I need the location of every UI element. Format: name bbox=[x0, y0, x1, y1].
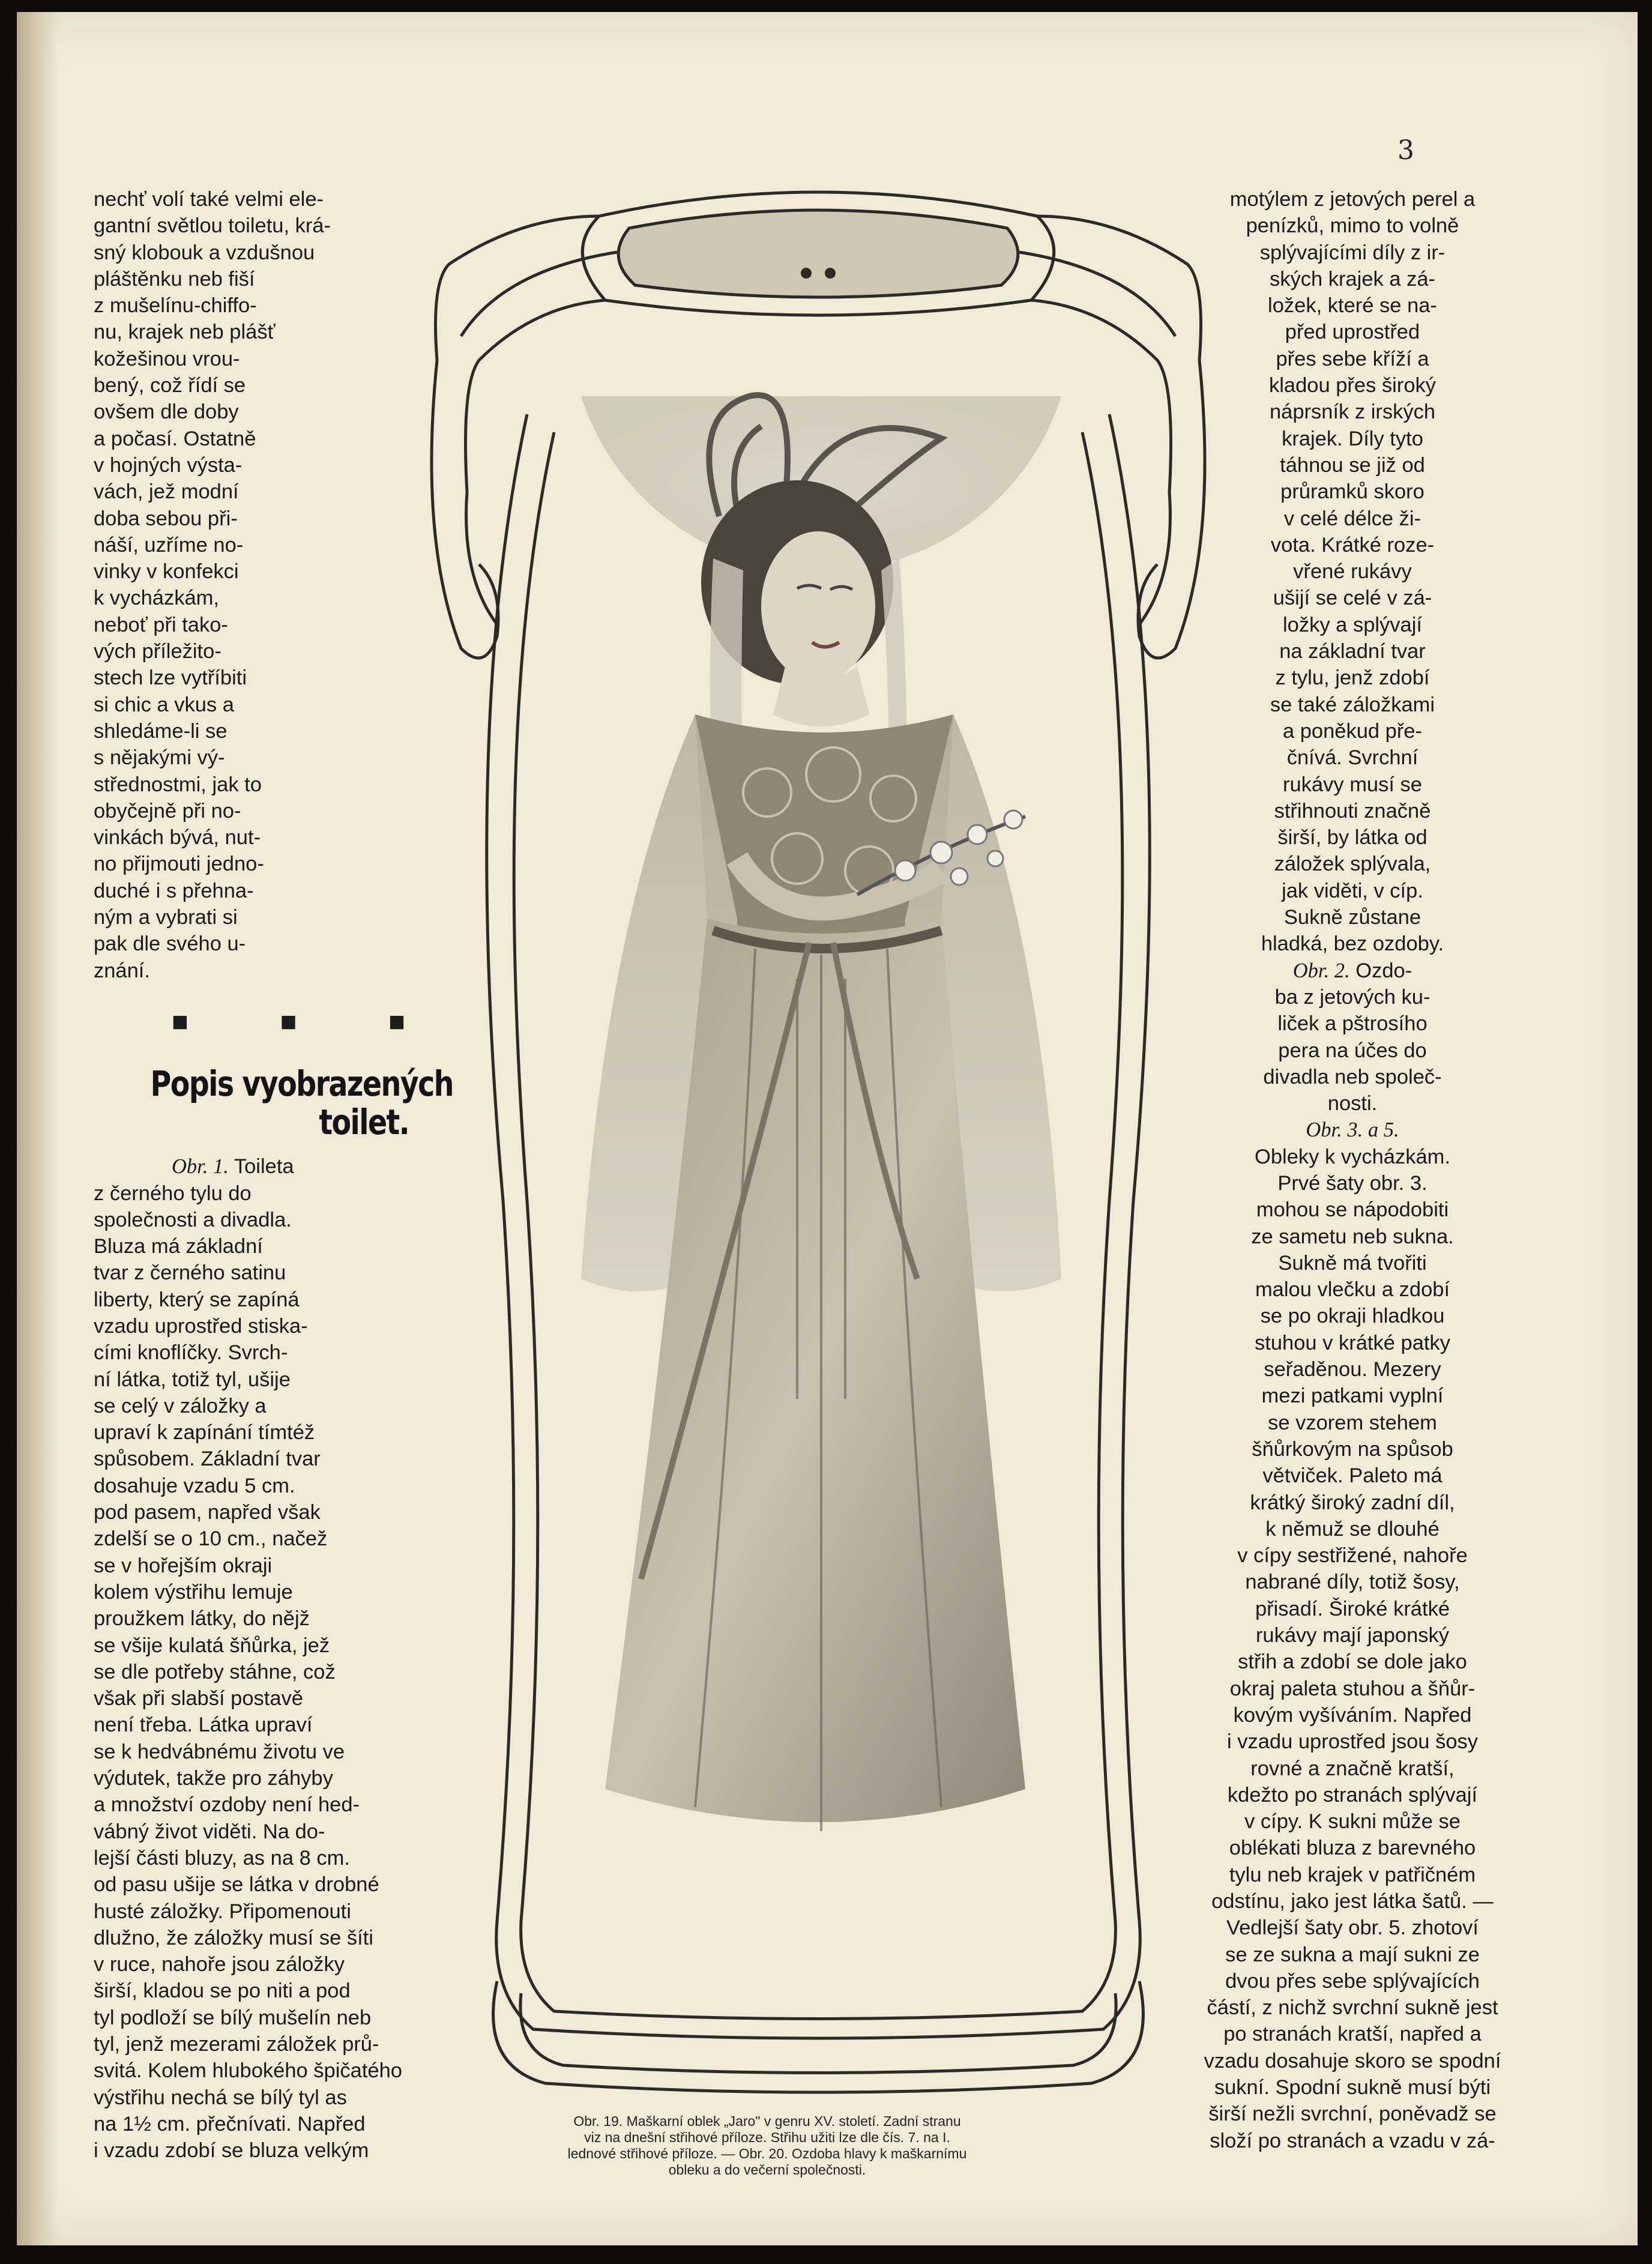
text-line: ušijí se celé v zá- bbox=[1273, 587, 1432, 610]
obr2-first-line bbox=[1193, 958, 1512, 984]
text-line: kolem výstřihu lemuje bbox=[94, 1580, 293, 1604]
intro-paragraph bbox=[94, 186, 460, 984]
text-line: tyl podloží se bílý mušelín neb bbox=[94, 2006, 372, 2029]
text-line: z mušelínu-chiffo- bbox=[94, 294, 257, 318]
text-line: s nějakými vý- bbox=[94, 746, 225, 770]
text-line: doba sebou při- bbox=[94, 507, 238, 530]
text-line: pod pasem, napřed však bbox=[94, 1501, 321, 1524]
text-line: ze sametu neb sukna. bbox=[1251, 1225, 1454, 1248]
text-line: výstřihu nechá se bílý tyl as bbox=[94, 2086, 347, 2109]
text-line: se vzorem stehem bbox=[1268, 1411, 1437, 1434]
text-line: upraví k zapínání tímtéž bbox=[94, 1421, 315, 1444]
text-line: složí po stranách a vzadu v zá- bbox=[1210, 2129, 1495, 2152]
obr1-paragraph bbox=[94, 1153, 460, 2164]
text-line: se ze sukna a mají sukni ze bbox=[1225, 1943, 1480, 1966]
text-line: vých příležito- bbox=[94, 640, 222, 663]
text-line: širší, kladou se po niti a pod bbox=[94, 1979, 351, 2003]
text-line: ní látka, totiž tyl, ušije bbox=[94, 1368, 291, 1391]
text-line: z tylu, jenž zdobí bbox=[1275, 666, 1430, 690]
text-line: ložky a splývají bbox=[1283, 613, 1422, 636]
text-line: husté záložky. Připomenouti bbox=[94, 1900, 351, 1923]
text-line: v ruce, nahoře jsou záložky bbox=[94, 1953, 345, 1976]
text-line: i vzadu uprostřed jsou šosy bbox=[1226, 1730, 1479, 1754]
text-line: tyl, jenž mezerami záložek prů- bbox=[94, 2033, 379, 2056]
text-line: před uprostřed bbox=[1285, 321, 1420, 344]
text-line: Sukně zůstane bbox=[1283, 906, 1421, 929]
text-line: se v hořejším okraji bbox=[94, 1554, 273, 1577]
text-line: ba z jetových ku- bbox=[1274, 985, 1430, 1009]
text-line: no přijmouti jedno- bbox=[94, 853, 264, 876]
right-column bbox=[1193, 186, 1512, 2154]
text-line: se také záložkami bbox=[1270, 693, 1435, 716]
text-line: v cípy sestřižené, nahoře bbox=[1237, 1544, 1468, 1568]
text-line: splývajícími díly z ir- bbox=[1259, 241, 1446, 264]
text-line: přisadí. Široké krátké bbox=[1255, 1597, 1450, 1620]
text-line: od pasu ušije se látka v drobné bbox=[94, 1873, 379, 1897]
text-line: zdelší se o 10 cm., načež bbox=[94, 1527, 328, 1551]
text-line: pláštěnku neb fiší bbox=[94, 267, 255, 291]
text-line: k vycházkám, bbox=[94, 587, 219, 610]
text-line: i vzadu zdobí se bluza velkým bbox=[94, 2139, 369, 2163]
obr2-first-text: Ozdo- bbox=[1355, 959, 1412, 982]
text-line: větviček. Paleto má bbox=[1262, 1464, 1442, 1488]
text-line: svitá. Kolem hlubokého špičatého bbox=[94, 2059, 402, 2083]
text-line: kdežto po stranách splývají bbox=[1227, 1783, 1478, 1807]
section-separator: ■ ■ ■ bbox=[172, 1005, 447, 1037]
text-line: mohou se nápodobiti bbox=[1256, 1198, 1449, 1222]
heading-line-2: toilet. bbox=[319, 1102, 409, 1143]
text-line: Bluza má základní bbox=[94, 1235, 263, 1258]
text-line: Obleky k vycházkám. bbox=[1255, 1145, 1450, 1168]
text-line: nabrané díly, totiž šosy, bbox=[1245, 1571, 1460, 1594]
text-line: kovým vyšíváním. Napřed bbox=[1233, 1703, 1472, 1727]
text-line: kladou přes široký bbox=[1268, 374, 1436, 397]
text-line: k němuž se dlouhé bbox=[1265, 1517, 1439, 1541]
text-line: na 1½ cm. přečnívati. Napřed bbox=[94, 2112, 366, 2136]
text-line: sný klobouk a vzdušnou bbox=[94, 241, 315, 264]
text-line: čnívá. Svrchní bbox=[1286, 746, 1418, 770]
text-line: a poněkud pře- bbox=[1282, 719, 1423, 743]
text-line: a množství ozdoby není hed- bbox=[94, 1793, 360, 1817]
text-line: a počasí. Ostatně bbox=[94, 427, 256, 450]
text-line: vábný život viděti. Na do- bbox=[94, 1820, 325, 1843]
text-line: vota. Krátké roze- bbox=[1270, 533, 1435, 557]
text-line: v hojných výsta- bbox=[94, 453, 243, 477]
text-line: dosahuje vzadu 5 cm. bbox=[94, 1474, 295, 1497]
caption-line-2: viz na dnešní střihové příloze. Střihu užiti lze dle čís. 7. na I. bbox=[584, 2130, 950, 2145]
text-line: Vedlejší šaty obr. 5. zhotoví bbox=[1226, 1916, 1479, 1940]
text-line: tvar z černého satinu bbox=[94, 1261, 286, 1285]
text-line: rovné a značně kratší, bbox=[1250, 1757, 1455, 1780]
text-line: náší, uzříme no- bbox=[94, 533, 244, 557]
text-line: duché i s přehna- bbox=[94, 879, 254, 902]
obr35-paragraph bbox=[1193, 1117, 1512, 2154]
obr35-label: Obr. 3. a 5. bbox=[1306, 1118, 1399, 1142]
right-paragraph-a bbox=[1193, 186, 1512, 958]
text-line: cími knoflíčky. Svrch- bbox=[94, 1341, 288, 1365]
text-line: z černého tylu do bbox=[94, 1182, 252, 1205]
caption-line-4: obleku a do večerní společnosti. bbox=[668, 2162, 866, 2178]
text-line: střih a zdobí se dole jako bbox=[1238, 1650, 1467, 1674]
text-line: na základní tvar bbox=[1279, 640, 1426, 663]
text-line: si chic a vkus a bbox=[94, 693, 234, 716]
text-line: širší nežli svrchní, poněvadž se bbox=[1208, 2103, 1497, 2126]
text-line: mezi patkami vyplní bbox=[1261, 1384, 1444, 1408]
text-line: neboť při tako- bbox=[94, 613, 228, 636]
obr1-first-line bbox=[94, 1153, 460, 1180]
text-line: stuhou v krátké patky bbox=[1255, 1331, 1450, 1354]
text-line: malou vlečku a zdobí bbox=[1255, 1278, 1450, 1302]
text-line: střednostmi, jak to bbox=[94, 773, 262, 796]
text-line: vřené rukávy bbox=[1293, 560, 1412, 584]
text-line: motýlem z jetových perel a bbox=[1229, 188, 1476, 211]
text-line: liček a pštrosího bbox=[1277, 1012, 1427, 1036]
text-line: ložek, které se na- bbox=[1268, 294, 1437, 318]
text-line: ným a vybrati si bbox=[94, 906, 238, 929]
page-number: 3 bbox=[1397, 135, 1414, 166]
text-line: okraj paleta stuhou a šňůr- bbox=[1229, 1677, 1476, 1700]
text-line: se dle potřeby stáhne, což bbox=[94, 1660, 336, 1683]
text-line: hladká, bez ozdoby. bbox=[1261, 932, 1444, 956]
text-line: vách, jež modní bbox=[94, 480, 239, 504]
text-line: vzadu uprostřed stiska- bbox=[94, 1314, 308, 1338]
text-line: lejší části bluzy, as na 8 cm. bbox=[94, 1846, 350, 1870]
text-line: však při slabší postavě bbox=[94, 1687, 303, 1710]
text-line: v cípy. K sukni může se bbox=[1244, 1810, 1461, 1834]
text-line: krajek. Díly tyto bbox=[1282, 427, 1423, 450]
text-line: přes sebe kříží a bbox=[1276, 347, 1429, 370]
text-line: se celý v záložky a bbox=[94, 1394, 267, 1417]
heading-line-1: Popis vyobrazených bbox=[150, 1063, 453, 1105]
text-line: střihnouti značně bbox=[1274, 799, 1431, 823]
text-line: se po okraji hladkou bbox=[1260, 1305, 1445, 1328]
figure-caption bbox=[503, 2113, 1031, 2178]
text-line: pak dle svého u- bbox=[94, 932, 246, 956]
obr2-paragraph bbox=[1193, 958, 1512, 1117]
text-line: odstínu, jako jest látka šatů. — bbox=[1211, 1890, 1494, 1913]
obr1-first-text: Toileta bbox=[234, 1155, 294, 1179]
text-line: divadla neb společ- bbox=[1263, 1065, 1442, 1088]
text-line: Prvé šaty obr. 3. bbox=[1277, 1171, 1427, 1195]
text-line: gantní světlou toiletu, krá- bbox=[94, 214, 331, 238]
text-line: táhnou se již od bbox=[1280, 453, 1425, 477]
text-line: nu, krajek neb plášť bbox=[94, 321, 276, 344]
costume-illustration bbox=[485, 378, 1133, 1879]
text-line: stech lze vytříbiti bbox=[94, 666, 247, 690]
text-line: v celé délce ži- bbox=[1283, 507, 1421, 530]
text-line: po stranách kratší, napřed a bbox=[1223, 2023, 1482, 2046]
obr1-label: Obr. 1. bbox=[172, 1155, 229, 1179]
text-line: jak viděti, v cíp. bbox=[1282, 879, 1423, 902]
text-line: záložek splývala, bbox=[1274, 853, 1431, 876]
text-line: ovšem dle doby bbox=[94, 400, 239, 424]
text-line: náprsník z irských bbox=[1269, 400, 1436, 424]
text-line: spůsobem. Základní tvar bbox=[94, 1447, 321, 1471]
text-line: rukávy mají japonský bbox=[1255, 1624, 1450, 1647]
text-line: výdutek, takže pro záhyby bbox=[94, 1767, 333, 1790]
text-line: Sukně má tvořiti bbox=[1278, 1251, 1427, 1275]
page-spine-shadow bbox=[17, 12, 59, 2245]
magazine-page bbox=[17, 12, 1638, 2245]
text-line: dlužno, že záložky musí se šíti bbox=[94, 1926, 373, 1949]
text-line: pera na účes do bbox=[1278, 1039, 1427, 1062]
text-line: shledáme-li se bbox=[94, 719, 228, 743]
text-line: se k hedvábnému životu ve bbox=[94, 1740, 345, 1763]
text-line: liberty, který se zapíná bbox=[94, 1288, 300, 1311]
caption-line-1: Obr. 19. Maškarní oblek „Jaro" v genru XV. století. Zadní stranu bbox=[573, 2113, 961, 2129]
text-line: širší, by látka od bbox=[1277, 826, 1427, 850]
text-line: oblékati bluza z barevného bbox=[1229, 1837, 1476, 1860]
text-line: penízků, mimo to volně bbox=[1246, 214, 1459, 238]
text-line: nosti. bbox=[1327, 1092, 1378, 1115]
text-line: se všije kulatá šňůrka, jež bbox=[94, 1634, 330, 1657]
obr2-label: Obr. 2. bbox=[1292, 959, 1350, 982]
text-line: šňůrkovým na spůsob bbox=[1252, 1437, 1453, 1461]
text-line: částí, z nichž svrchní sukně jest bbox=[1207, 1996, 1498, 2020]
text-line: vinky v konfekci bbox=[94, 560, 239, 584]
text-line: obyčejně při no- bbox=[94, 799, 241, 823]
text-line: ských krajek a zá- bbox=[1269, 267, 1436, 291]
text-line: bený, což řídí se bbox=[94, 374, 246, 397]
text-line: není třeba. Látka upraví bbox=[94, 1713, 313, 1737]
text-line: průramků skoro bbox=[1280, 480, 1424, 504]
text-line: nechť volí také velmi ele- bbox=[94, 188, 324, 211]
text-line: tylu neb krajek v patřičném bbox=[1229, 1863, 1476, 1886]
text-line: sukní. Spodní sukně musí býti bbox=[1214, 2076, 1491, 2099]
text-line: dvou přes sebe splývajících bbox=[1225, 1969, 1480, 1993]
section-heading bbox=[150, 1063, 453, 1143]
text-line: kožešinou vrou- bbox=[94, 347, 240, 370]
text-line: seřaděnou. Mezery bbox=[1264, 1358, 1441, 1381]
text-line: vinkách bývá, nut- bbox=[94, 826, 261, 850]
text-line: společnosti a divadla. bbox=[94, 1208, 292, 1231]
caption-line-3: lednové střihové příloze. — Obr. 20. Ozdoba hlavy k maškarnímu bbox=[567, 2146, 967, 2161]
text-line: vzadu dosahuje skoro se spodní bbox=[1204, 2049, 1501, 2072]
text-line: rukávy musí se bbox=[1283, 773, 1422, 796]
left-column bbox=[94, 186, 460, 2164]
text-line: znání. bbox=[94, 959, 150, 982]
text-line: proužkem látky, do nějž bbox=[94, 1607, 310, 1631]
text-line: krátký široký zadní díl, bbox=[1250, 1491, 1455, 1514]
